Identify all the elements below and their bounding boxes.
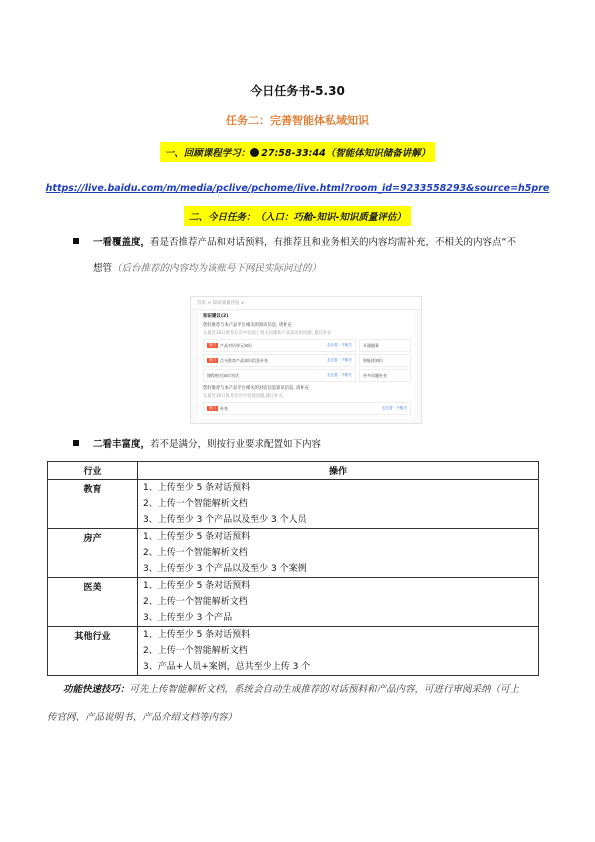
course-link[interactable]: https://live.baidu.com/m/media/pclive/pchome/live.html?room_id=9233558293&source=h5pre bbox=[45, 183, 550, 194]
shot-card: 课程相关知识对话 去完善 · 不相关 bbox=[203, 369, 356, 382]
bullet-square-icon bbox=[73, 440, 79, 446]
bullet1-lead: 一看覆盖度， bbox=[93, 237, 151, 248]
table-header-industry: 行业 bbox=[48, 462, 138, 480]
embedded-screenshot bbox=[190, 296, 422, 424]
section1-heading bbox=[0, 141, 595, 162]
industry-cell: 其他行业 bbox=[48, 627, 138, 676]
tip-text2: 传官网、产品说明书、产品介绍文档等内容） bbox=[47, 712, 238, 723]
table-row bbox=[48, 529, 539, 578]
table-row bbox=[48, 578, 539, 627]
tip-lead: 功能快速技巧： bbox=[63, 684, 130, 695]
shot-card: 热门 点头推荐产品知识信息补充 去完善 · 不相关 bbox=[203, 354, 356, 367]
shot-side-card: 智能体知识 bbox=[359, 354, 411, 367]
page-title: 今日任务书-5.30 bbox=[250, 84, 345, 98]
shot-question-1: 您好推荐与本产品平台相关的知识信息, 请补充 bbox=[203, 323, 292, 328]
tip-text: 可先上传智能解析文档，系统会自动生成推荐的对话预料和产品内容，可进行审阅采纳（可上 bbox=[129, 684, 520, 695]
shot-side-card: 开通服务 bbox=[359, 339, 411, 352]
bullet2-lead: 二看丰富度， bbox=[93, 439, 151, 450]
shot-card: 热门 补充 去完善 · 不相关 bbox=[203, 402, 411, 415]
bullet-coverage bbox=[73, 230, 548, 282]
bullet1-text: 看是否推荐产品和对话预料，有推荐且和业务相关的内容均需补充，不相关的内容点“不 bbox=[150, 237, 516, 248]
section1-time: 27:58-33:44（智能体知识储备讲解） bbox=[261, 148, 431, 159]
operation-cell: 1、上传至少 5 条对话预料 2、上传一个智能解析文档 3、上传至少 3 个产品 bbox=[138, 578, 539, 627]
table-header-operation: 操作 bbox=[138, 462, 539, 480]
section2-label: 二、今日任务：（入口：巧舱-知识-知识质量评估） bbox=[184, 206, 411, 226]
table-row bbox=[48, 480, 539, 529]
bullet2-text: 若不是满分，则按行业要求配置如下内容 bbox=[150, 439, 322, 450]
shot-side-card: 更多问题补充 bbox=[359, 369, 411, 382]
section1-prefix: 一、回顾课程学习： bbox=[164, 148, 251, 159]
operation-cell: 1、上传至少 5 条对话预料 2、上传一个智能解析文档 3、上传至少 3 个产品以及至少 3 个人员 bbox=[138, 480, 539, 529]
operation-cell: 1、上传至少 5 条对话预料 2、上传一个智能解析文档 3、上传至少 3 个产品以及至少 3 个案例 bbox=[138, 529, 539, 578]
shot-question-2-sub: 在最近30日推荐位次中发现问题,建议补充 bbox=[203, 394, 283, 399]
shot-card: 热门 产品对话单元知识 去完善 · 不相关 bbox=[203, 339, 356, 352]
industry-cell: 房产 bbox=[48, 529, 138, 578]
quick-tip bbox=[47, 676, 547, 732]
shot-panel-title: 知识建议(2) bbox=[203, 314, 229, 319]
bullet1-text2: 想管 bbox=[93, 263, 113, 274]
industry-cell: 教育 bbox=[48, 480, 138, 529]
bullet-richness bbox=[73, 432, 548, 458]
task-title: 任务二：完善智能体私域知识 bbox=[226, 114, 369, 127]
operation-cell: 1、上传至少 5 条对话预料 2、上传一个智能解析文档 3、产品+人员+案例，总共至少上传 3 个 bbox=[138, 627, 539, 676]
industry-cell: 医美 bbox=[48, 578, 138, 627]
table-row bbox=[48, 627, 539, 676]
shot-panel bbox=[199, 311, 415, 419]
industry-table bbox=[47, 461, 539, 676]
shot-question-2: 您好推荐与本产品平台相关的对话信息知识信息, 请补充 bbox=[203, 386, 309, 391]
shot-breadcrumb: 首页 > 知识质量评估 ∨ bbox=[191, 297, 421, 310]
bullet1-note: （后台推荐的内容均为该账号下网民实际问过的） bbox=[112, 263, 322, 274]
bullet-square-icon bbox=[73, 238, 79, 244]
section2-heading bbox=[0, 205, 595, 226]
shot-question-1-sub: 在最近30日推荐位次中发现了相关问题和产品知识的问题, 建议补充 bbox=[203, 331, 332, 336]
record-dot-icon bbox=[250, 148, 259, 157]
